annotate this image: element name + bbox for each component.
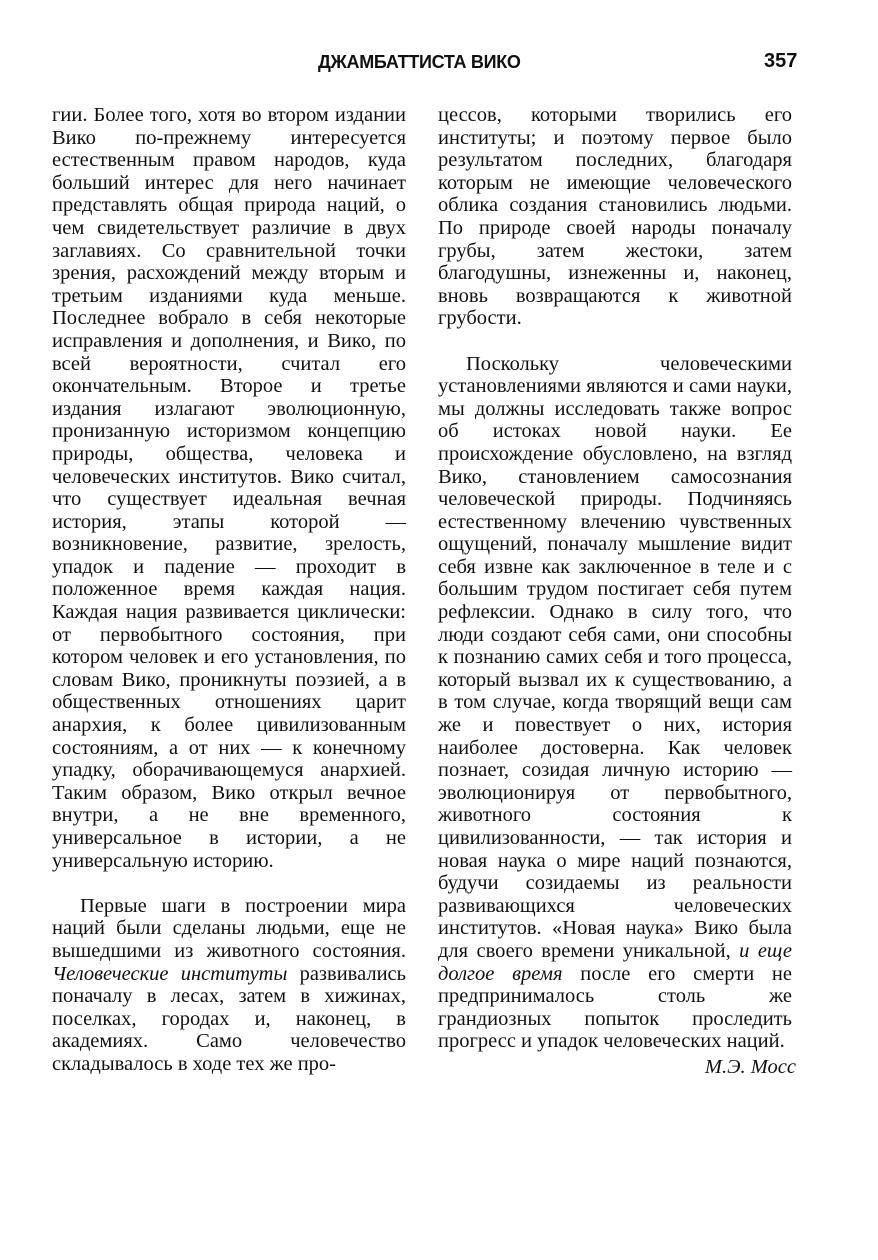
paragraph-first-steps	[52, 895, 406, 1076]
italic-phrase: и еще долгое время	[438, 939, 792, 985]
paragraph-text: после его смерти не предпринималось столь же грандиозных попыток проследить прогресс и упадок человеческих наций.	[438, 962, 792, 1053]
paragraph-gap	[52, 872, 406, 895]
italic-phrase: Человеческие институты	[52, 962, 288, 985]
paragraph-continuation: цессов, которыми творились его институты; и поэтому первое было результатом последних, благодаря которым не имеющие человеческого облика создания становились людьми. По природе своей народы поначалу грубы, затем жестоки, затем благодушны, изнеженны и, наконец, вновь возвращаются к животной грубости.	[438, 104, 792, 330]
paragraph-new-science	[438, 353, 792, 1053]
paragraph-gap	[438, 330, 792, 353]
running-title: ДЖАМБАТТИСТА ВИКО	[318, 52, 521, 72]
paragraph-text: Поскольку человеческими установлениями являются и сами науки, мы должны исследовать также вопрос об истоках новой науки. Ее происхождение обусловлено, на взгляд Вико, становлением самосознания человеческой природы. Подчиняясь естественному влечению чувственных ощущений, поначалу мышление видит себя извне как заключенное в теле и с большим трудом постигает себя путем рефлексии. Однако в силу того, что люди создают себя сами, они способны к познанию самих себя и того процесса, который вызвал их к существованию, а в том случае, когда творящий вещи сам же и повествует о них, история наиболее достоверна. Как человек познает, созидая личную историю — эволюционируя от первобытного, животного состояния к цивилизованности, — так история и новая наука о мире наций познаются, будучи созидаемы из реальности развивающихся человеческих институтов. «Новая наука» Вико была для своего времени уникальной,	[438, 352, 792, 962]
paragraph-continuation: гии. Более того, хотя во втором издании Вико по-прежнему интересуется естественным правом народов, куда больший интерес для него начинает представлять общая природа наций, о чем свидетельствует различие в двух заглавиях. Со сравнительной точки зрения, расхождений между вторым и третьим изданиями куда меньше. Последнее вобрало в себя некоторые исправления и дополнения, и Вико, по всей вероятности, считал его окончательным. Второе и третье издания излагают эволюционную, пронизанную историзмом концепцию природы, общества, человека и человеческих институтов. Вико считал, что существует идеальная вечная история, этапы которой — возникновение, развитие, зрелость, упадок и падение — проходит в положенное время каждая нация. Каждая нация развивается циклически: от первобытного состояния, при котором человек и его установления, по словам Вико, проникнуты поэзией, а в общественных отношениях царит анархия, к более цивилизованным состояниям, а от них — к конечному упадку, оборачивающемуся анархией. Таким образом, Вико открыл вечное внутри, а не вне временного, универсальное в истории, а не универсальную историю.	[52, 104, 406, 872]
paragraph-text: Первые шаги в построении мира наций были сделаны людьми, еще не вышедшими из животного состояния.	[52, 894, 406, 962]
author-signature: М.Э. Мосс	[704, 1056, 796, 1078]
page-number: 357	[764, 50, 798, 72]
right-column	[438, 104, 792, 1053]
paragraph-text: развивались поначалу в лесах, затем в хижинах, поселках, городах и, наконец, в академиях. Само человечество складывалось в ходе тех же про-	[52, 962, 406, 1075]
left-column	[52, 104, 406, 1076]
